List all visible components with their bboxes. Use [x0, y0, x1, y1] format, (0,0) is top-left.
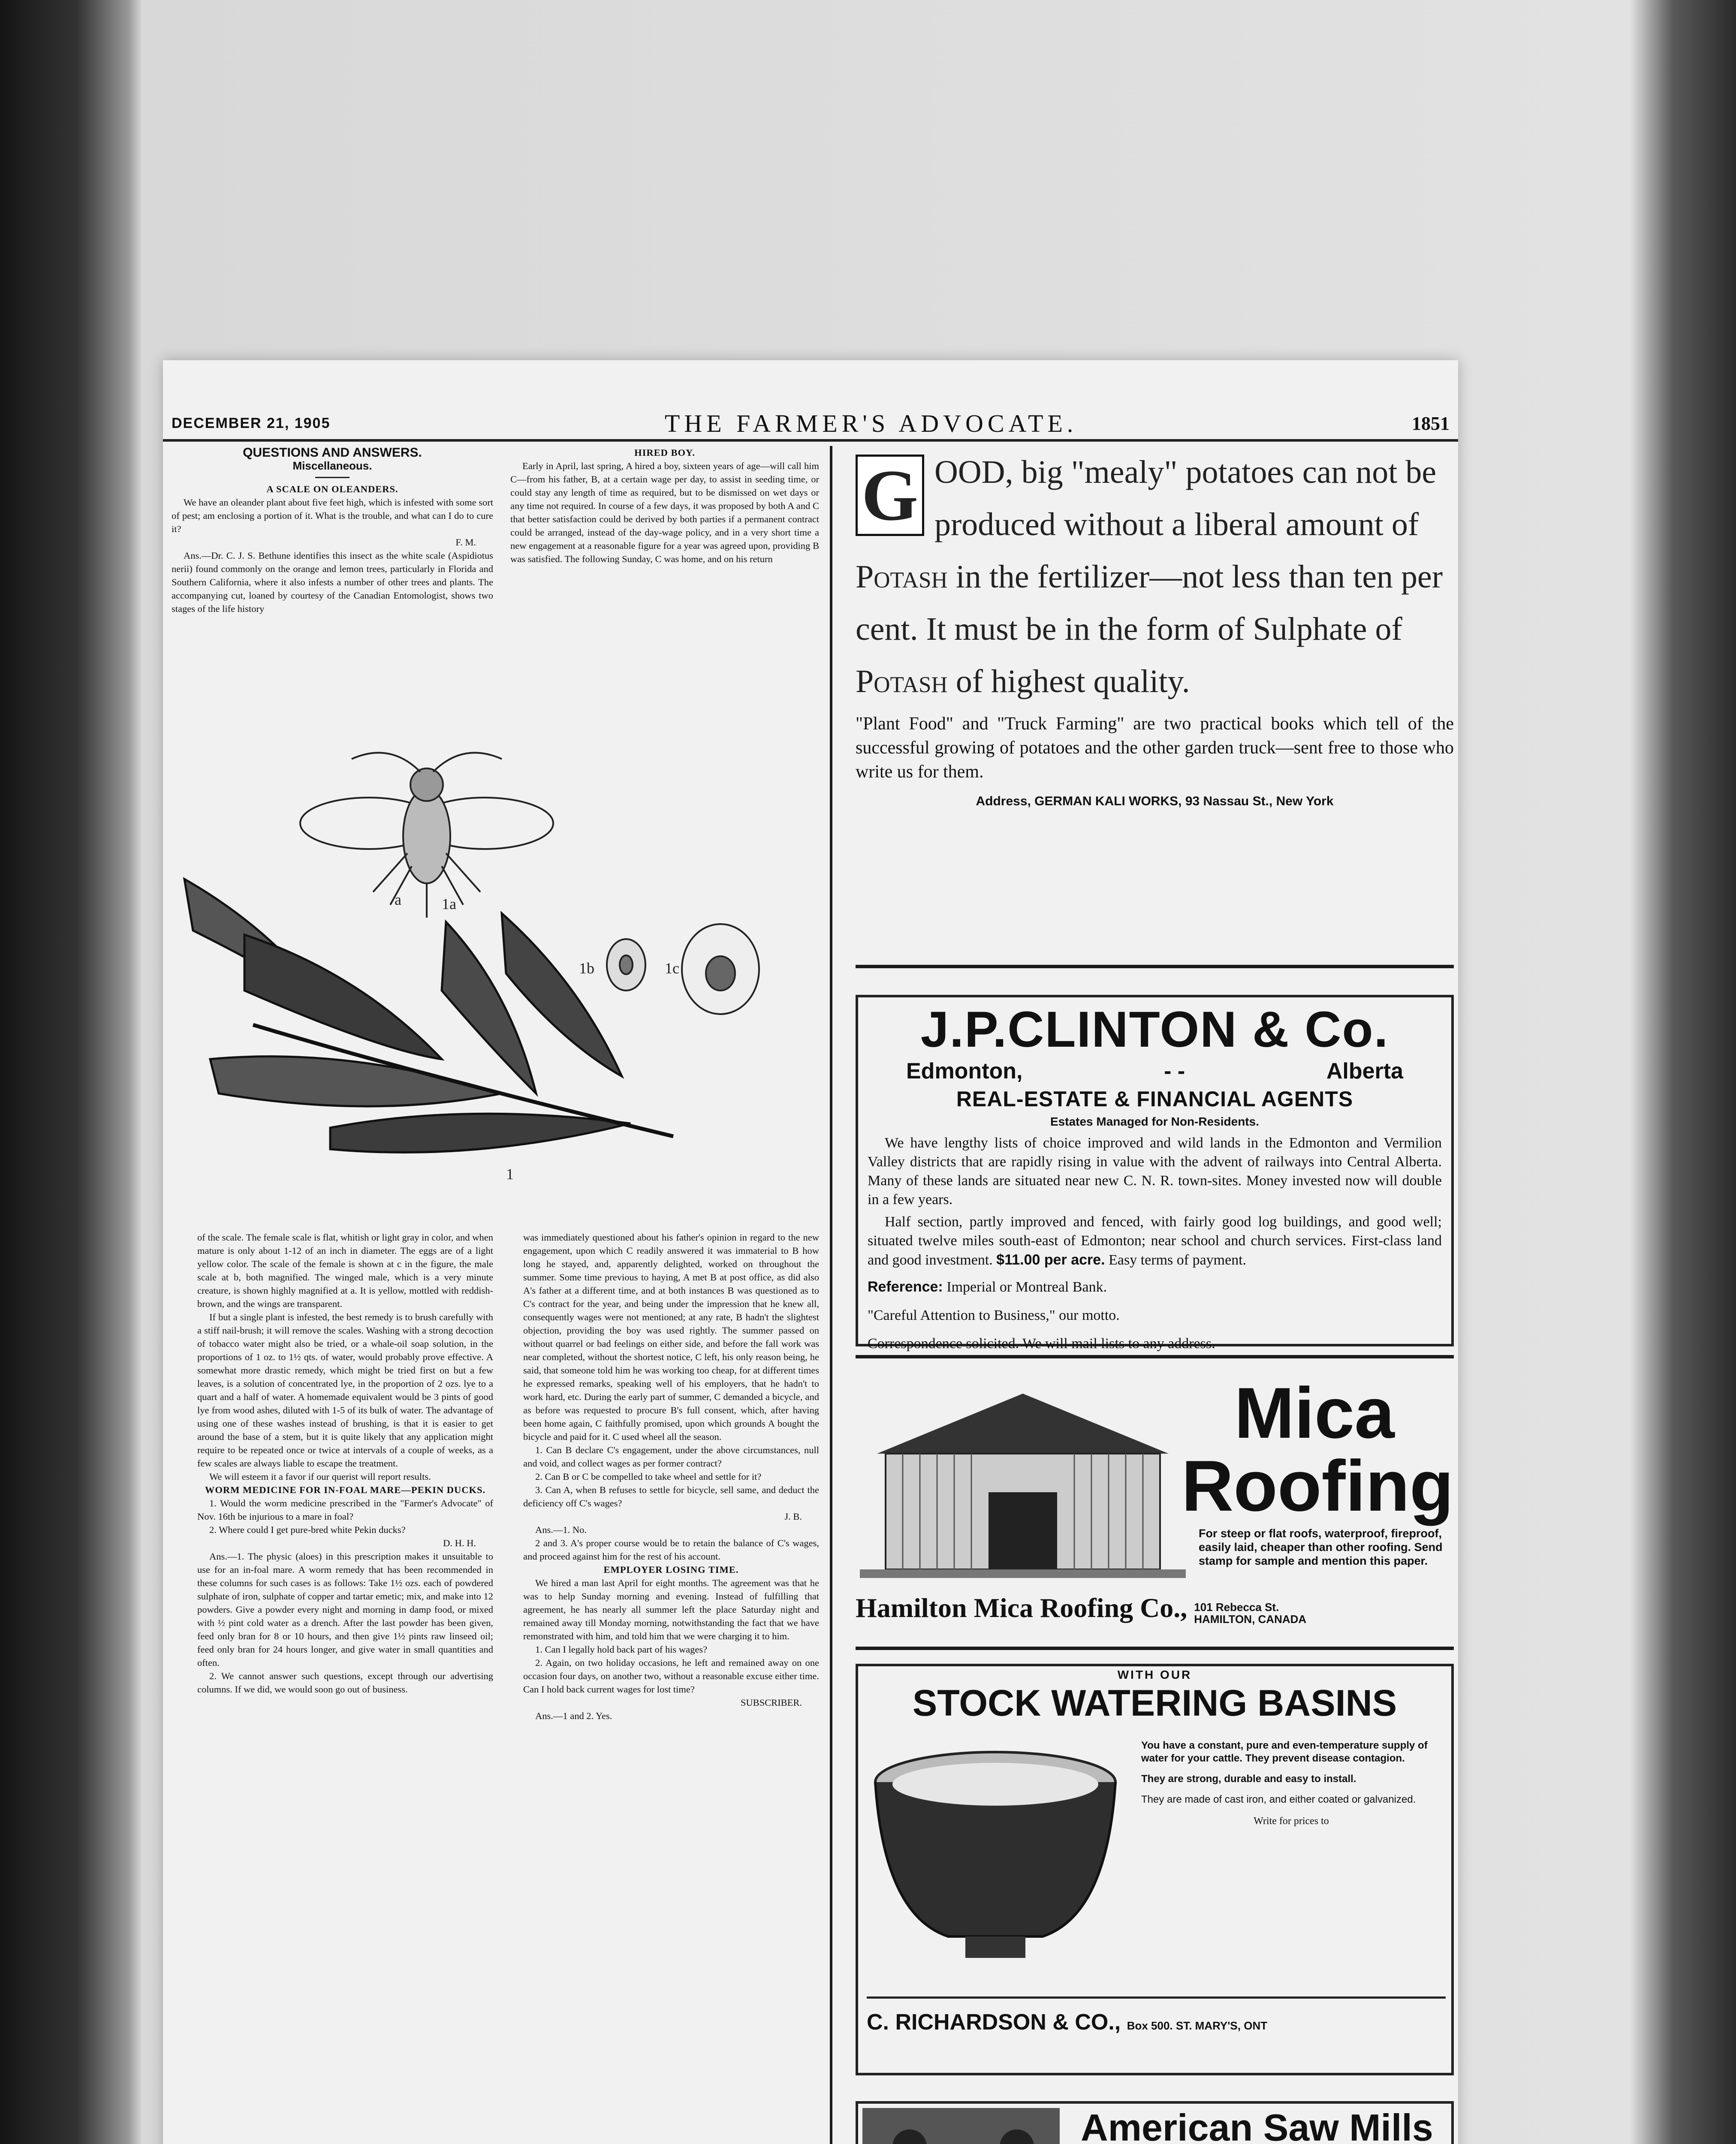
page-header — [163, 407, 1458, 442]
signature: F. M. — [455, 537, 476, 548]
headline-part-3: of highest quality. — [955, 663, 1190, 699]
book-binding — [0, 0, 142, 2144]
question-body: 1. Can B declare C's engagement, under the above circumstances, null and void, and collect wages as per former contract? — [523, 1445, 819, 1469]
question-body: 2. Again, on two holiday occasions, he left and remained away on one occasion four days, on another two, without a reasonable excuse either time. Can I hold back current wages for lost time? — [523, 1657, 819, 1695]
basins-text-1: You have a constant, pure and even-temperature supply of water for your cattle. They prevent disease contagion. — [1141, 1740, 1428, 1764]
answer-body: Ans.—Dr. C. J. S. Bethune identifies this insect as the white scale (Aspidiotus nerii) found commonly on the orange and lemon trees, particularly in Florida and Southern California, where it also infests a number of other trees and plants. The accompanying cut, loaned by courtesy of the Canadian Entomologist, shows two stages of the life history — [172, 550, 493, 614]
column-2-top — [510, 446, 819, 566]
clinton-terms: Easy terms of payment. — [1109, 1252, 1247, 1268]
section-title: QUESTIONS AND ANSWERS. — [243, 446, 422, 460]
clinton-motto: "Careful Attention to Business," our motto. — [868, 1307, 1120, 1323]
drop-cap: G — [856, 455, 924, 536]
divider — [315, 477, 350, 478]
answer-body: of the scale. The female scale is flat, whitish or light gray in color, and when mature is only about 1-12 of an inch in diameter. The eggs are of a light yellow color. The scale of the female is shown at c in the figure, the male scale at b, both magnified. The winged male, which is a very minute creature, is shown highly magnified at a. It is yellow, mottled with reddish-brown, and the wings are transparent. — [197, 1232, 493, 1309]
question-body: 2. Can B or C be compelled to take wheel and settle for it? — [535, 1471, 762, 1482]
question-title: WORM MEDICINE FOR IN-FOAL MARE—PEKIN DUCKS. — [205, 1485, 486, 1495]
basins-text-3: They are made of cast iron, and either coated or galvanized. — [1141, 1794, 1416, 1805]
basins-with-our: WITH OUR — [1117, 1668, 1192, 1681]
question-body: 1. Would the worm medicine prescribed in the "Farmer's Advocate" of Nov. 16th be injurious to a mare in foal? — [197, 1498, 493, 1522]
question-body: 2. Where could I get pure-bred white Pekin ducks? — [209, 1524, 406, 1535]
potash-word: Potash — [856, 663, 948, 699]
basins-write: Write for prices to — [1254, 1816, 1329, 1827]
answer-body: 2 and 3. A's proper course would be to retain the balance of C's wages, and proceed against him for the rest of his account. — [523, 1538, 819, 1562]
mica-title-1: Mica — [1234, 1373, 1395, 1453]
question-title: EMPLOYER LOSING TIME. — [603, 1564, 739, 1575]
clinton-price: $11.00 per acre. — [996, 1252, 1105, 1268]
mica-company-name: Hamilton Mica Roofing Co., — [856, 1593, 1187, 1623]
winged-male-insect — [300, 753, 553, 918]
question-body: We have an oleander plant about five feet high, which is infested with some sort of pest; am enclosing a portion of it. What is the trouble, and what can I do to cure it? — [172, 497, 493, 534]
basins-text — [1141, 1739, 1441, 1828]
answer-body: Ans.—1. The physic (aloes) in this prescription makes it unsuitable to use for an in-foal mare. A worm remedy that has been recommended in these columns for such cases is as follows: Take 1½ ozs. each of powdered sulphate of iron, sulphate of copper and tartar emetic; mix, and make into 12 powders. Give a powder every night and morning in damp food, or mixed with ½ pint cold water as a drench. After the last powder has been given, feed only bran for 8 or 10 hours, and then give 1½ pints raw linseed oil; feed only bran for 24 hours longer, and give water in small quantities and often. — [197, 1551, 493, 1668]
question-title: A SCALE ON OLEANDERS. — [266, 484, 398, 494]
potash-ad — [856, 446, 1454, 952]
basins-company — [867, 1996, 1446, 2041]
oleander-leaves — [184, 879, 673, 1153]
mica-address-1: 101 Rebecca St. — [1194, 1601, 1279, 1614]
fig-label-1b: 1b — [579, 960, 594, 977]
column-1-bottom — [197, 1231, 493, 1696]
masthead: THE FARMER'S ADVOCATE. — [664, 409, 1078, 437]
basins-text-2: They are strong, durable and easy to install. — [1141, 1773, 1356, 1785]
clinton-estates: Estates Managed for Non-Residents. — [1050, 1115, 1259, 1128]
saw-mills-ad — [856, 2101, 1454, 2144]
clinton-location — [868, 1057, 1442, 1085]
mica-address-2: HAMILTON, CANADA — [1194, 1613, 1307, 1626]
ad-divider — [856, 1355, 1454, 1358]
question-body: Early in April, last spring, A hired a boy, sixteen years of age—will call him C—from his father, B, at a certain wage per day, to assist in seeding time, or could stay any length of time as required, but to be dismissed on wet days or any time not required. In course of a few days, it was proposed by both A and C that better satisfaction could be derived by both parties if a permanent contract could be arranged, instead of the day-wage policy, and in a very short time a new engagement at a reasonable figure for a year was agreed upon, providing B was satisfied. The following Sunday, C was home, and on his return — [510, 461, 819, 564]
header-date: DECEMBER 21, 1905 — [172, 415, 331, 431]
answer-body: If but a single plant is infested, the best remedy is to brush carefully with a stiff nail-brush; it will remove the scales. Washing with a strong decoction of tobacco water might also be tried, or a whale-oil soap solution, in the proportions of 1 oz. to 1½ qts. of water, would probably prove effective. A somewhat more drastic remedy, which might be tried first on but a few leaves, is a solution of concentrated lye, in the proportion of 2 ozs. lye to a quart and a half of water. A homemade equivalent would be 3 pints of good lye from wood ashes, diluted with 1-5 of its bulk of water. The advantage of using one of these washes instead of brushing, is that it is easier to get around the base of a stem, but it is quite likely that any application might require to be repeated once or twice at intervals of a couple of weeks, as a few scales are always liable to escape the treatment. — [197, 1312, 493, 1469]
separator: - - — [1164, 1059, 1185, 1084]
saw-mills-name: American Saw Mills — [1081, 2106, 1433, 2144]
answer-body: Ans.—1. No. — [535, 1524, 587, 1535]
city: Edmonton, — [906, 1059, 1023, 1084]
signature: J. B. — [784, 1511, 802, 1522]
column-2-bottom — [523, 1231, 819, 1722]
ad-divider — [856, 965, 1454, 968]
potash-ad-body: "Plant Food" and "Truck Farming" are two practical books which tell of the successful growing of potatoes and the other garden truck—sent free to those who write us for them. — [856, 714, 1454, 782]
potash-ad-address: Address, GERMAN KALI WORKS, 93 Nassau St., New York — [976, 794, 1334, 808]
mica-roofing-ad — [856, 1364, 1454, 1629]
reference-label: Reference: — [868, 1279, 943, 1295]
fig-label-1: 1 — [506, 1165, 514, 1183]
mica-description: For steep or flat roofs, waterproof, fireproof, easily laid, cheaper than other roofing. Send stamp for sample and mention this paper. — [1199, 1527, 1443, 1567]
basin-illustration — [867, 1731, 1124, 1971]
fig-label-1c: 1c — [665, 960, 679, 977]
watering-basins-ad — [856, 1664, 1454, 2075]
mica-company — [856, 1591, 1454, 1625]
basins-title: STOCK WATERING BASINS — [912, 1683, 1397, 1724]
scale-magnified — [607, 924, 759, 1014]
section-subtitle: Miscellaneous. — [292, 459, 372, 472]
question-body: We hired a man last April for eight months. The agreement was that he was to help Sunday morning and evening. Instead of fulfilling that agreement, he has nearly all summer left the place Saturday night and remained away till Monday morning, notwithstanding the fact that we have remonstrated with him, and told him that we were charging it to him. — [523, 1578, 819, 1641]
clinton-correspondence: Correspondence solicited. We will mail lists to any address. — [868, 1336, 1215, 1352]
reference-value: Imperial or Montreal Bank. — [946, 1279, 1107, 1295]
page-number: 1851 — [1411, 413, 1450, 434]
clinton-business: REAL-ESTATE & FINANCIAL AGENTS — [956, 1087, 1353, 1111]
headline-part-1: OOD, big "mealy" potatoes can not be produced without a liberal amount of — [934, 454, 1437, 542]
answer-body: We will esteem it a favor if our querist will report results. — [209, 1471, 431, 1482]
clinton-ad — [856, 995, 1454, 1352]
column-rule — [830, 446, 832, 2144]
clinton-text-2 — [868, 1213, 1442, 1270]
question-body: 1. Can I legally hold back part of his wages? — [535, 1644, 708, 1655]
province: Alberta — [1326, 1059, 1403, 1084]
mica-address — [1194, 1601, 1306, 1625]
headline-part-2: in the fertilizer—not less than ten per cent. It must be in the form of Sulphate of — [856, 559, 1443, 647]
potash-word: Potash — [856, 559, 948, 595]
clinton-reference — [868, 1276, 1442, 1298]
question-body: 3. Can A, when B refuses to settle for bicycle, sell same, and deduct the deficiency off C's wages? — [523, 1485, 819, 1509]
answer-body: Ans.—1 and 2. Yes. — [535, 1710, 612, 1721]
basins-box: Box 500. ST. MARY'S, ONT — [1127, 2019, 1268, 2032]
scale-insect-illustration — [167, 750, 821, 1222]
ad-divider — [856, 1647, 1454, 1650]
answer-body: 2. We cannot answer such questions, except through our advertising columns. If we did, we would soon go out of business. — [197, 1671, 493, 1695]
mica-title-2: Roofing — [1181, 1445, 1454, 1526]
potash-ad-headline — [856, 446, 1454, 708]
basins-company-name: C. RICHARDSON & CO., — [867, 2010, 1121, 2035]
fig-label-1a: 1a — [442, 895, 456, 912]
sawmill-illustration — [862, 2108, 1060, 2144]
signature: SUBSCRIBER. — [740, 1697, 802, 1708]
clinton-text-1: We have lengthy lists of choice improved and wild lands in the Edmonton and Vermilion Valley districts that are rapidly rising in value with the advent of railways into Central Alberta. Many of these lands are situated near new C. N. R. town-sites. Money invested now will double in a few years. — [868, 1135, 1442, 1208]
clinton-text-2-body: Half section, partly improved and fenced, with fairly good log buildings, and good well; situated twelve miles south-east of Edmonton; near school and church services. First-class land and good investment. — [868, 1214, 1442, 1268]
column-1-top — [172, 446, 493, 615]
barn-illustration — [860, 1381, 1186, 1582]
fig-label-a: a — [395, 891, 401, 908]
signature: D. H. H. — [443, 1538, 476, 1548]
clinton-name: J.P.CLINTON & Co. — [920, 1001, 1389, 1058]
answer-body: was immediately questioned about his father's opinion in regard to the new engagement, upon which C readily answered it was immaterial to B how long he stayed, and, apparently delighted, worked on throughout the summer. Some time previous to haying, A met B at post office, as did also A's father at a different time, and at both instances B was questioned as to C's contract for the year, and being under the impression that he knew all, consequently wages were not mentioned; at any rate, B hadn't the slightest objection, providing the boy was used rightly. The summer passed on without quarrel or bad feelings on either side, and before the fall work was near completed, without the shortest notice, C left, his only reason being, he said, that someone told him he was working too cheap, for at different times he expressed remarks, speaking well of his employers, that he hadn't to work hard, etc. During the early part of summer, C demanded a bicycle, and as before was requested to procure B's full consent, which, after having been home again, C faithfully promised, upon which grounds A bought the bicycle and paid for it. C used wheel all the season. — [523, 1232, 819, 1442]
mica-title — [1181, 1373, 1454, 1526]
question-title: HIRED BOY. — [634, 447, 695, 458]
